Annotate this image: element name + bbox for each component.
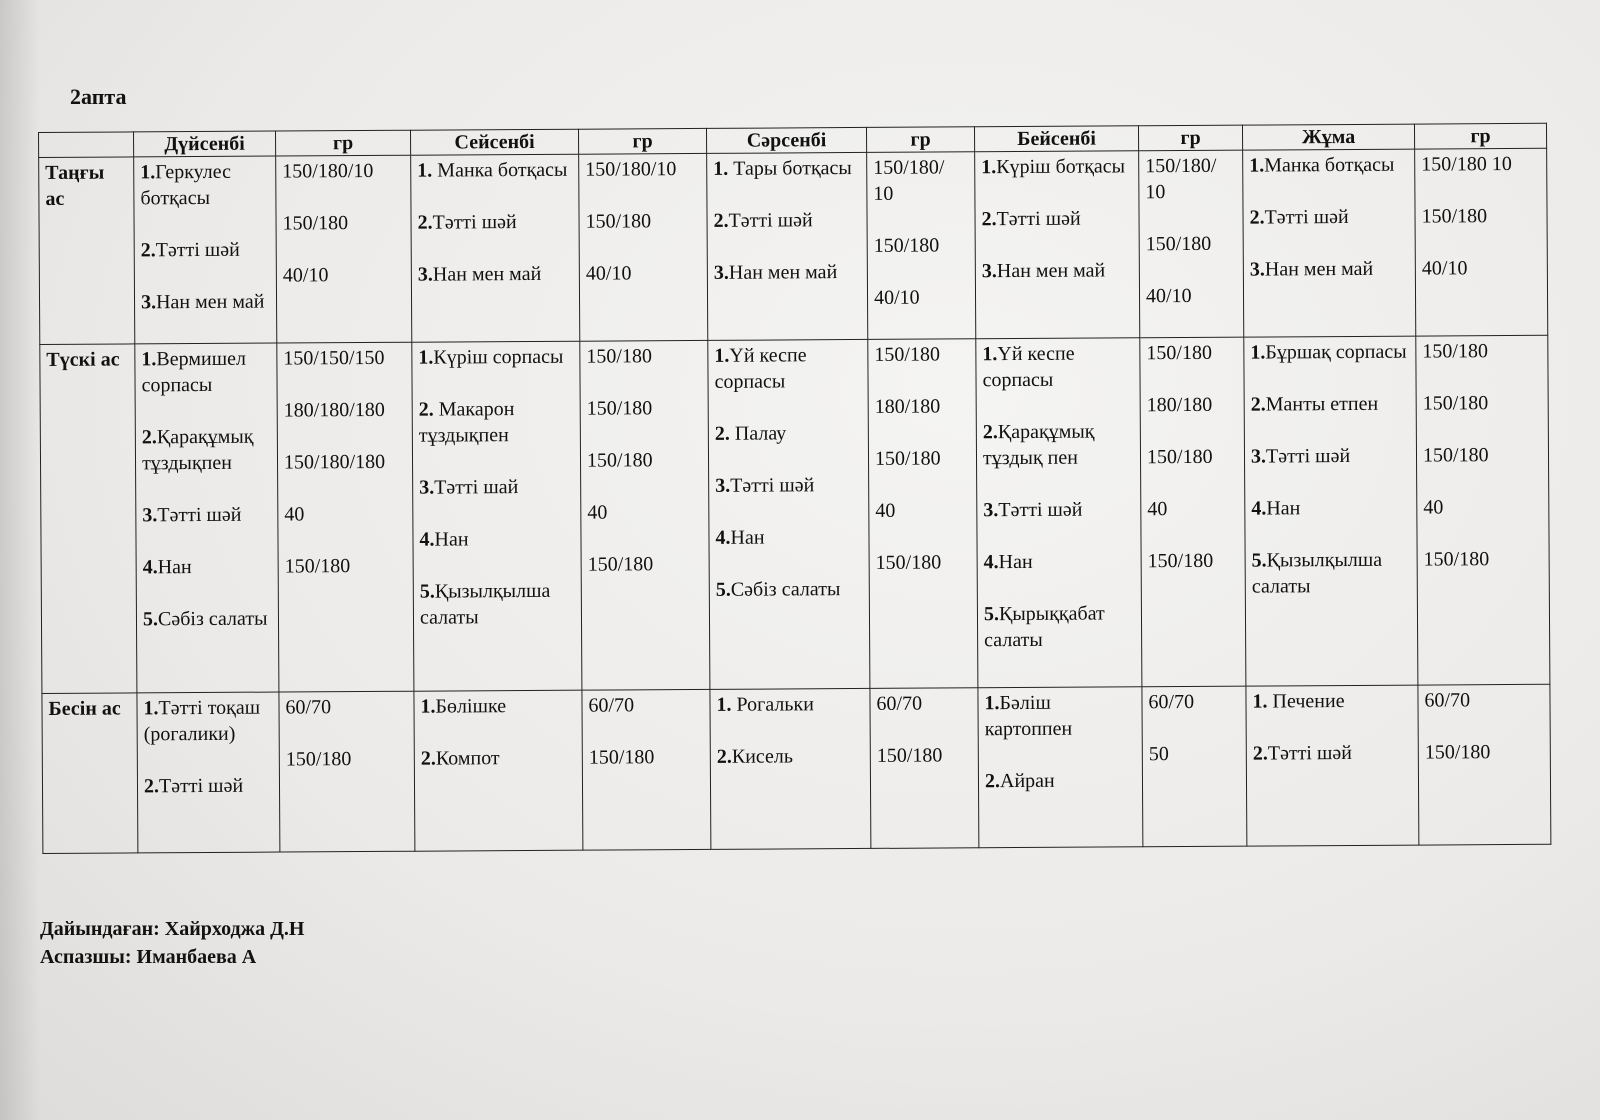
- dish-number: 2.: [713, 209, 729, 232]
- dish-item: [716, 691, 863, 718]
- week-title: 2апта: [70, 84, 127, 109]
- dish-name: Нан: [730, 526, 765, 549]
- dish-number: 1.: [141, 348, 157, 371]
- dish-name: Палау: [729, 422, 787, 445]
- dish-number: 1.: [140, 161, 156, 184]
- grams-value: 180/180/180: [283, 398, 385, 422]
- dish-number: 3.: [981, 260, 997, 283]
- grams-cell: [580, 340, 710, 690]
- dish-item: [141, 345, 270, 398]
- dish-item: [716, 576, 863, 603]
- dish-item: [1252, 546, 1411, 599]
- dish-number: 2.: [420, 747, 436, 770]
- dish-number: 4.: [1251, 497, 1267, 520]
- dish-name: Вермишел сорпасы: [141, 347, 246, 397]
- dish-item: [1250, 256, 1409, 283]
- header-corner: [39, 132, 134, 158]
- page-shadow: [0, 0, 40, 1120]
- dish-item: [421, 745, 576, 772]
- dish-item: [1253, 739, 1412, 766]
- dish-name: Тәтті шәй: [1265, 444, 1351, 468]
- dish-name: Үй кеспе сорпасы: [982, 342, 1075, 392]
- dish-number: 3.: [419, 476, 435, 499]
- dish-number: 1.: [1249, 154, 1265, 177]
- grams-value: 150/180: [1422, 391, 1489, 415]
- dish-number: 3.: [142, 504, 158, 527]
- dish-name: Тәтті шәй: [1267, 741, 1353, 765]
- grams-value: 150/180: [586, 345, 653, 368]
- grams-value: 150/180: [1422, 443, 1489, 467]
- dish-item: [1251, 494, 1410, 521]
- dish-name: Манка ботқасы: [432, 158, 568, 182]
- dish-cell: [1243, 149, 1416, 337]
- grams-cell: [1140, 337, 1246, 687]
- grams-cell: [276, 155, 412, 343]
- grams-value: 60/70: [1148, 690, 1195, 714]
- dish-number: 4.: [419, 528, 435, 551]
- dish-item: [1249, 152, 1408, 179]
- dish-item: [1249, 204, 1408, 231]
- dish-item: [982, 257, 1133, 284]
- dish-item: [1252, 687, 1411, 714]
- dish-number: 4.: [715, 526, 731, 549]
- dish-item: [981, 153, 1132, 180]
- dish-item: [715, 524, 862, 551]
- dish-cell: [978, 687, 1143, 848]
- dish-item: [984, 600, 1135, 653]
- grams-value: 150/180: [1422, 339, 1488, 363]
- dish-number: 5.: [1251, 549, 1267, 572]
- header-day: Бейсенбі: [974, 126, 1138, 152]
- dish-item: [714, 342, 861, 395]
- dish-item: [715, 472, 862, 499]
- dish-cell: [710, 688, 871, 849]
- grams-value: 60/70: [285, 696, 332, 719]
- dish-number: 2.: [140, 239, 156, 262]
- grams-cell: [1142, 686, 1247, 847]
- grams-value: 150/180: [1147, 549, 1214, 573]
- grams-value: 40: [1147, 497, 1168, 521]
- grams-value: 150/180/ 10: [1145, 154, 1217, 204]
- dish-item: [714, 259, 861, 286]
- header-grams: гр: [1414, 123, 1546, 149]
- dish-name: Қызылқылша салаты: [419, 579, 551, 629]
- grams-value: 180/180: [1146, 393, 1213, 417]
- grams-value: 150/180: [874, 447, 941, 470]
- dish-name: Нан: [434, 528, 469, 551]
- dish-name: Компот: [435, 747, 500, 770]
- dish-number: 1.: [418, 346, 434, 369]
- grams-value: 40: [284, 503, 305, 526]
- grams-value: 150/180: [285, 747, 352, 771]
- dish-item: [418, 261, 573, 288]
- dish-item: [983, 418, 1134, 471]
- grams-cell: [277, 342, 414, 692]
- dish-item: [140, 159, 269, 212]
- grams-value: 60/70: [876, 692, 923, 715]
- dish-number: 1.: [1250, 341, 1266, 364]
- dish-number: 1.: [982, 342, 998, 366]
- grams-value: 150/180: [875, 551, 942, 574]
- dish-number: 1.: [984, 691, 1000, 715]
- dish-cell: [134, 156, 277, 344]
- dish-number: 4.: [142, 556, 158, 579]
- header-day: Сәрсенбі: [706, 127, 866, 153]
- dish-item: [1251, 442, 1410, 469]
- prepared-by: Дайындаған: Хайрходжа Д.Н: [40, 918, 305, 940]
- dish-number: 1.: [417, 159, 433, 182]
- grams-cell: [1139, 150, 1244, 337]
- dish-item: [143, 694, 272, 747]
- dish-number: 5.: [419, 580, 435, 603]
- grams-value: 150/180: [1146, 341, 1212, 365]
- dish-name: Нан мен май: [432, 262, 542, 286]
- dish-number: 1.: [716, 693, 732, 716]
- grams-value: 150/180: [588, 746, 655, 769]
- cook-name: Аспазшы: Иманбаева А: [40, 946, 257, 968]
- dish-number: 2.: [982, 420, 998, 444]
- dish-cell: [975, 151, 1140, 339]
- dish-name: Тәтті тоқаш (рогалики): [143, 696, 261, 746]
- grams-value: 150/180: [586, 397, 653, 420]
- dish-number: 5.: [142, 608, 159, 631]
- header-day: Жұма: [1242, 124, 1414, 150]
- grams-cell: [867, 152, 976, 339]
- grams-value: 150/180: [1423, 547, 1490, 571]
- dish-name: Манты етпен: [1265, 392, 1379, 416]
- dish-number: 2.: [716, 745, 732, 768]
- dish-name: Күріш ботқасы: [996, 155, 1126, 179]
- grams-cell: [279, 691, 415, 852]
- dish-number: 2.: [418, 398, 434, 421]
- grams-value: 60/70: [588, 694, 635, 717]
- dish-name: Қызылқылша салаты: [1251, 548, 1383, 598]
- dish-cell: [411, 154, 580, 342]
- dish-name: Қырыққабат салаты: [984, 602, 1105, 652]
- grams-value: 150/180: [1146, 445, 1213, 469]
- grams-cell: [579, 153, 708, 341]
- dish-name: Сәбіз салаты: [730, 577, 841, 601]
- header-day: Дүйсенбі: [134, 131, 276, 157]
- grams-value: 150/180: [1424, 740, 1491, 764]
- dish-name: Тары ботқасы: [728, 157, 852, 180]
- dish-item: [419, 474, 574, 501]
- dish-number: 2.: [714, 422, 730, 445]
- dish-number: 2.: [143, 775, 160, 798]
- dish-name: Тәтті шәй: [158, 774, 244, 798]
- dish-item: [983, 496, 1134, 523]
- meal-label: Бесін ас: [42, 693, 138, 854]
- dish-number: 3.: [983, 498, 999, 522]
- dish-number: 2.: [1249, 206, 1265, 229]
- dish-name: Тәтті шәй: [1264, 205, 1349, 229]
- dish-name: Сәбіз салаты: [157, 607, 268, 631]
- dish-cell: [1246, 685, 1419, 846]
- dish-name: Тәтті шәй: [157, 503, 242, 527]
- dish-item: [143, 605, 272, 632]
- dish-number: 2.: [1252, 742, 1268, 765]
- dish-item: [713, 155, 860, 182]
- dish-item: [713, 207, 860, 234]
- dish-number: 2.: [984, 769, 1001, 793]
- menu-table: [38, 123, 1551, 854]
- dish-number: 1.: [1252, 690, 1268, 713]
- dish-item: [141, 237, 270, 264]
- dish-name: Нан: [998, 550, 1033, 573]
- dish-number: 3.: [713, 261, 729, 284]
- meal-label: Түскі ас: [40, 344, 137, 694]
- dish-name: Қарақұмық тұздықпен: [141, 425, 254, 475]
- dish-name: Тәтті шәй: [730, 474, 815, 497]
- grams-value: 40: [587, 501, 608, 524]
- grams-value: 150/180: [586, 449, 653, 472]
- dish-cell: [137, 692, 280, 853]
- dish-number: 1.: [420, 695, 436, 718]
- meal-row: [39, 148, 1548, 344]
- grams-value: 150/180: [873, 234, 940, 257]
- grams-value: 40: [875, 499, 896, 522]
- dish-name: Нан: [157, 555, 192, 579]
- dish-item: [418, 344, 573, 371]
- dish-item: [143, 553, 272, 580]
- dish-item: [144, 772, 273, 799]
- dish-cell: [976, 338, 1142, 688]
- grams-cell: [1415, 148, 1548, 336]
- dish-number: 3.: [140, 291, 157, 314]
- dish-name: Печение: [1267, 689, 1345, 713]
- dish-item: [420, 693, 575, 720]
- dish-cell: [412, 341, 582, 691]
- dish-cell: [708, 339, 870, 689]
- header-grams: гр: [1138, 125, 1242, 151]
- grams-value: 150/180: [876, 744, 943, 767]
- dish-item: [419, 526, 574, 553]
- meal-row: [42, 684, 1551, 853]
- dish-name: Тәтті шәй: [996, 207, 1081, 231]
- dish-item: [982, 340, 1133, 393]
- dish-name: Нан мен май: [996, 259, 1106, 283]
- grams-value: 150/180/180: [283, 450, 386, 474]
- dish-item: [717, 743, 864, 770]
- dish-name: Күріш сорпасы: [433, 345, 564, 369]
- grams-value: 150/180/ 10: [873, 156, 945, 205]
- meal-label: Таңғы ас: [39, 157, 135, 344]
- dish-number: 5.: [715, 578, 731, 601]
- dish-number: 5.: [983, 602, 1000, 626]
- dish-number: 2.: [417, 211, 433, 234]
- grams-value: 150/180: [1421, 205, 1488, 228]
- dish-item: [984, 548, 1135, 575]
- grams-value: 150/150/150: [283, 346, 385, 370]
- dish-number: 1.: [713, 157, 729, 180]
- dish-number: 1.: [714, 344, 730, 367]
- dish-item: [1250, 338, 1409, 365]
- dish-name: Қарақұмық тұздық пен: [982, 420, 1095, 470]
- dish-cell: [414, 690, 583, 851]
- dish-name: Бәліш картоппен: [984, 691, 1073, 741]
- dish-number: 3.: [715, 474, 731, 497]
- dish-name: Рогальки: [731, 693, 814, 716]
- dish-name: Нан мен май: [155, 290, 265, 314]
- grams-cell: [870, 688, 979, 849]
- dish-item: [142, 423, 271, 476]
- dish-number: 2.: [981, 208, 997, 231]
- dish-name: Кисель: [731, 745, 794, 768]
- dish-name: Макарон тұздықпен: [418, 397, 515, 447]
- dish-number: 4.: [983, 550, 999, 574]
- grams-value: 150/180: [874, 343, 941, 366]
- grams-value: 150/180: [284, 554, 351, 578]
- grams-value: 40/10: [873, 286, 920, 309]
- dish-name: Тәтті шәй: [155, 238, 240, 262]
- grams-value: 150/180: [1145, 232, 1212, 256]
- header-grams: гр: [275, 130, 410, 156]
- dish-name: Айран: [999, 769, 1055, 792]
- grams-value: 150/180: [587, 553, 654, 576]
- grams-cell: [1416, 335, 1550, 685]
- header-day: Сейсенбі: [410, 129, 578, 155]
- dish-name: Бөлішке: [435, 694, 507, 718]
- grams-cell: [868, 339, 978, 689]
- dish-name: Тәтті шәй: [432, 211, 517, 234]
- grams-value: 40: [1423, 496, 1444, 519]
- dish-item: [984, 689, 1135, 742]
- dish-item: [142, 501, 271, 528]
- dish-name: Бұршақ сорпасы: [1265, 340, 1407, 364]
- dish-item: [981, 205, 1132, 232]
- grams-value: 40/10: [282, 264, 329, 287]
- dish-name: Нан мен май: [1264, 257, 1374, 281]
- dish-item: [715, 420, 862, 447]
- dish-name: Нан мен май: [728, 261, 838, 284]
- dish-name: Геркулес ботқасы: [140, 160, 232, 210]
- grams-value: 40/10: [1421, 257, 1468, 280]
- grams-value: 150/180: [585, 210, 652, 233]
- grams-value: 150/180/10: [282, 159, 374, 183]
- dish-item: [419, 396, 574, 449]
- dish-number: 3.: [417, 263, 433, 286]
- dish-name: Нан: [1266, 497, 1301, 520]
- dish-item: [985, 767, 1136, 794]
- dish-item: [420, 578, 575, 631]
- dish-number: 2.: [1250, 393, 1266, 416]
- dish-cell: [1244, 336, 1418, 686]
- dish-number: 1.: [981, 156, 997, 179]
- grams-value: 60/70: [1424, 689, 1471, 712]
- dish-name: Тәтті шәй: [998, 498, 1083, 521]
- dish-number: 2.: [141, 426, 157, 449]
- dish-name: Манка ботқасы: [1264, 153, 1395, 177]
- dish-cell: [135, 343, 279, 693]
- meal-row: [40, 335, 1550, 693]
- grams-value: 150/180/10: [585, 158, 677, 181]
- grams-value: 150/180 10: [1421, 152, 1512, 176]
- grams-value: 40/10: [1145, 284, 1192, 308]
- dish-number: 1.: [143, 697, 159, 720]
- grams-value: 40/10: [585, 262, 632, 285]
- dish-item: [417, 157, 572, 184]
- grams-cell: [1418, 684, 1551, 845]
- dish-name: Үй кеспе сорпасы: [714, 344, 807, 393]
- grams-value: 150/180: [282, 212, 349, 235]
- dish-cell: [707, 152, 868, 340]
- dish-item: [141, 289, 270, 316]
- header-grams: гр: [866, 127, 974, 153]
- dish-name: Тәтті шай: [434, 475, 519, 499]
- grams-value: 180/180: [874, 395, 941, 418]
- grams-cell: [582, 689, 711, 850]
- dish-number: 3.: [1250, 445, 1267, 468]
- dish-number: 3.: [1249, 258, 1265, 281]
- dish-item: [1251, 390, 1410, 417]
- dish-item: [417, 209, 572, 236]
- grams-value: 50: [1148, 742, 1169, 766]
- dish-name: Тәтті шәй: [728, 209, 813, 232]
- header-grams: гр: [578, 128, 706, 154]
